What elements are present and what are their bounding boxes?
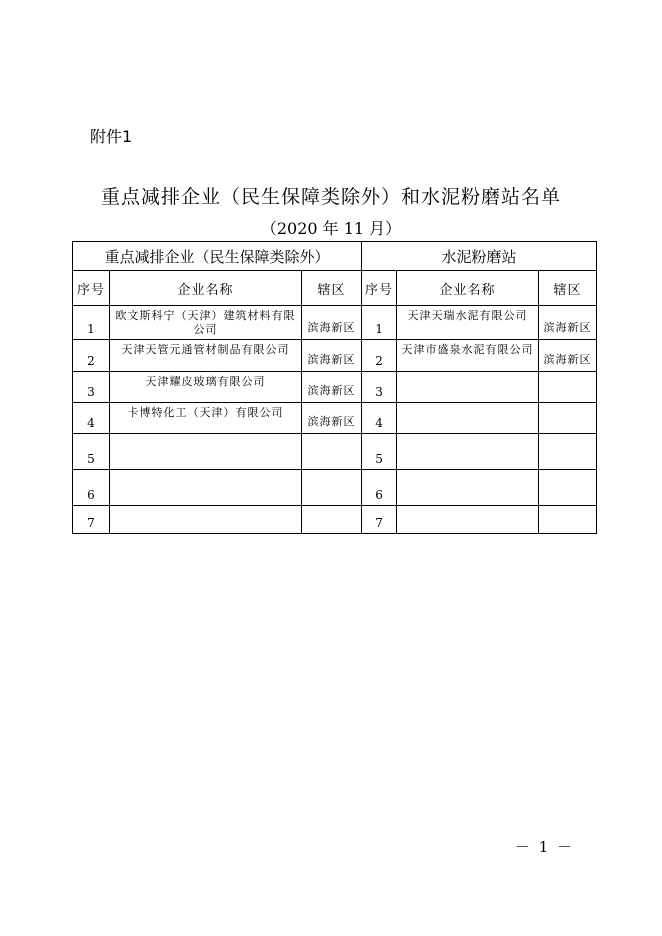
left-district-cell: 滨海新区: [302, 403, 362, 434]
table-row: [73, 372, 597, 403]
left-section-header: 重点减排企业（民生保障类除外）: [73, 242, 362, 271]
attachment-label: 附件1: [90, 127, 133, 146]
right-district-cell: [539, 470, 597, 506]
right-name-cell: [397, 506, 539, 534]
right-section-header: 水泥粉磨站: [362, 242, 597, 271]
left-name-cell: [110, 434, 302, 470]
document-title: 重点减排企业（民生保障类除外）和水泥粉磨站名单: [100, 186, 561, 208]
left-index-cell: 4: [73, 403, 110, 434]
right-col-district: 辖区: [539, 271, 597, 306]
table-row: [73, 434, 597, 470]
left-district-cell: 滨海新区: [302, 306, 362, 340]
left-index-cell: 3: [73, 372, 110, 403]
section-header-row: [73, 242, 597, 271]
right-name-cell: 天津市盛泉水泥有限公司: [397, 340, 539, 372]
right-district-cell: [539, 506, 597, 534]
table-row: [73, 340, 597, 372]
right-index-cell: 1: [362, 306, 397, 340]
table-row: [73, 403, 597, 434]
right-col-name: 企业名称: [397, 271, 539, 306]
left-name-cell: 卡博特化工（天津）有限公司: [110, 403, 302, 434]
right-index-cell: 4: [362, 403, 397, 434]
right-name-cell: [397, 434, 539, 470]
left-district-cell: 滨海新区: [302, 340, 362, 372]
left-col-name: 企业名称: [110, 271, 302, 306]
enterprise-table: [72, 241, 597, 534]
right-index-cell: 6: [362, 470, 397, 506]
left-index-cell: 6: [73, 470, 110, 506]
left-name-cell: 天津天管元通管材制品有限公司: [110, 340, 302, 372]
left-district-cell: 滨海新区: [302, 372, 362, 403]
left-col-index: 序号: [73, 271, 110, 306]
table-row: [73, 306, 597, 340]
left-index-cell: 2: [73, 340, 110, 372]
right-col-index: 序号: [362, 271, 397, 306]
left-name-cell: [110, 506, 302, 534]
document-subtitle: （2020 年 11 月）: [260, 219, 402, 238]
left-district-cell: [302, 434, 362, 470]
column-header-row: [73, 271, 597, 306]
right-index-cell: 5: [362, 434, 397, 470]
left-district-cell: [302, 506, 362, 534]
left-district-cell: [302, 470, 362, 506]
left-index-cell: 5: [73, 434, 110, 470]
right-district-cell: 滨海新区: [539, 306, 597, 340]
left-name-cell: 欧文斯科宁（天津）建筑材料有限公司: [110, 306, 302, 340]
right-index-cell: 7: [362, 506, 397, 534]
right-district-cell: 滨海新区: [539, 340, 597, 372]
right-district-cell: [539, 372, 597, 403]
left-name-cell: [110, 470, 302, 506]
right-index-cell: 2: [362, 340, 397, 372]
left-index-cell: 7: [73, 506, 110, 534]
left-index-cell: 1: [73, 306, 110, 340]
page-number: － 1 －: [515, 838, 575, 856]
right-name-cell: [397, 403, 539, 434]
table-row: [73, 470, 597, 506]
right-district-cell: [539, 434, 597, 470]
right-name-cell: [397, 470, 539, 506]
left-col-district: 辖区: [302, 271, 362, 306]
left-name-cell: 天津耀皮玻璃有限公司: [110, 372, 302, 403]
right-name-cell: [397, 372, 539, 403]
table-row: [73, 506, 597, 534]
right-name-cell: 天津天瑞水泥有限公司: [397, 306, 539, 340]
right-index-cell: 3: [362, 372, 397, 403]
right-district-cell: [539, 403, 597, 434]
